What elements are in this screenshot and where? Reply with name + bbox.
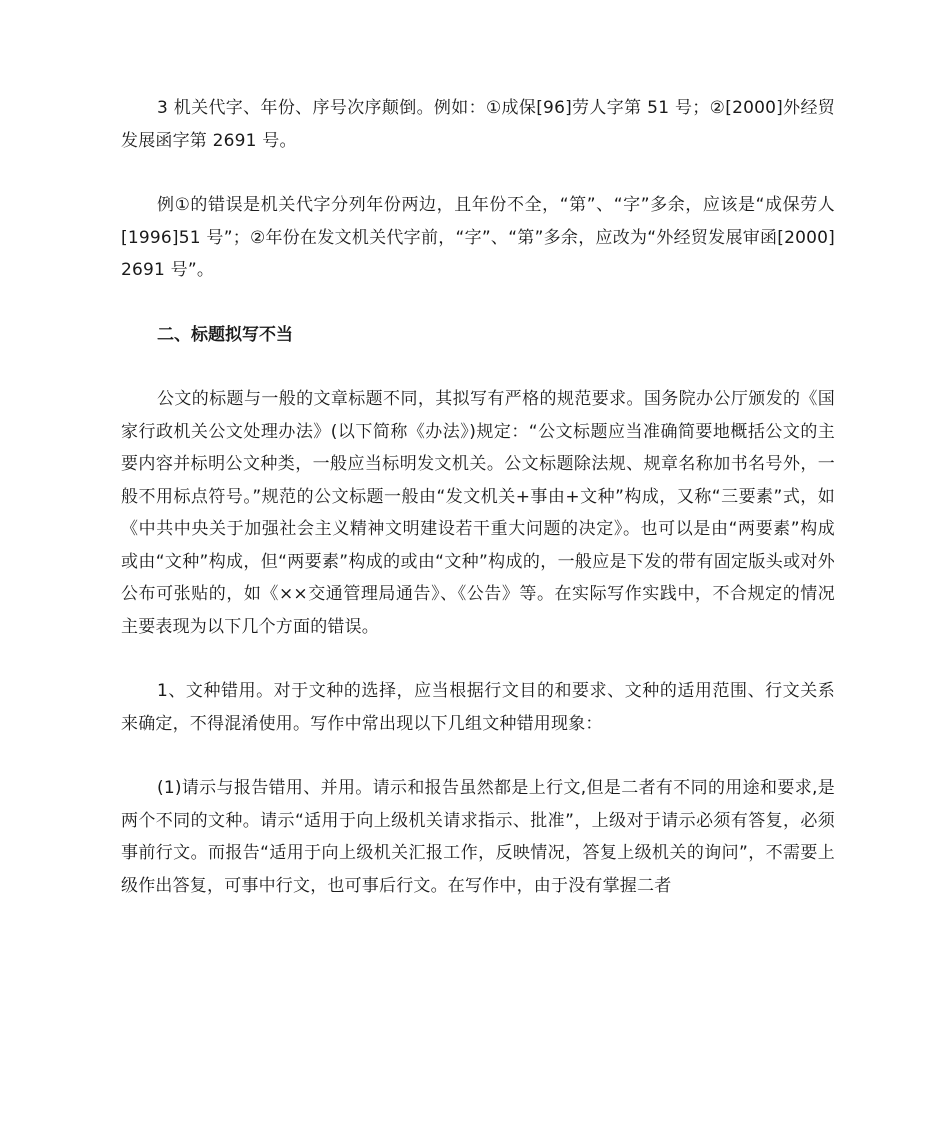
paragraph-error-explanation: 例①的错误是机关代字分列年份两边，且年份不全，“第”、“字”多余，应该是“成保劳人[1996]51 号”；②年份在发文机关代字前，“字”、“第”多余，应改为“外经贸发展审函[2000]2691 号”。: [121, 195, 835, 280]
document-page: [121, 92, 835, 902]
paragraph-doc-type-misuse: 1、文种错用。对于文种的选择，应当根据行文目的和要求、文种的适用范围、行文关系来确定，不得混淆使用。写作中常出现以下几组文种错用现象：: [121, 681, 835, 734]
paragraph-title-rules: 公文的标题与一般的文章标题不同，其拟写有严格的规范要求。国务院办公厅颁发的《国家行政机关公文处理办法》(以下简称《办法》)规定：“公文标题应当准确简要地概括公文的主要内容并标明公文种类，一般应当标明发文机关。公文标题除法规、规章名称加书名号外，一般不用标点符号。”规范的公文标题一般由“发文机关+事由+文种”构成，又称“三要素”式，如《中共中央关于加强社会主义精神文明建设若干重大问题的决定》。也可以是由“两要素”构成或由“文种”构成，但“两要素”构成的或由“文种”构成的，一般应是下发的带有固定版头或对外公布可张贴的，如《××交通管理局通告》、《公告》等。在实际写作实践中，不合规定的情况主要表现为以下几个方面的错误。: [121, 389, 835, 637]
section-heading: 二、标题拟写不当: [157, 324, 293, 345]
paragraph-request-vs-report: (1)请示与报告错用、并用。请示和报告虽然都是上行文,但是二者有不同的用途和要求,是两个不同的文种。请示“适用于向上级机关请求指示、批准”，上级对于请示必须有答复，必须事前行文。而报告“适用于向上级机关汇报工作，反映情况，答复上级机关的询问”，不需要上级作出答复，可事中行文，也可事后行文。在写作中，由于没有掌握二者: [121, 778, 835, 896]
paragraph-numbering-error: 3 机关代字、年份、序号次序颠倒。例如：①成保[96]劳人字第 51 号；②[2000]外经贸发展函字第 2691 号。: [121, 98, 835, 151]
